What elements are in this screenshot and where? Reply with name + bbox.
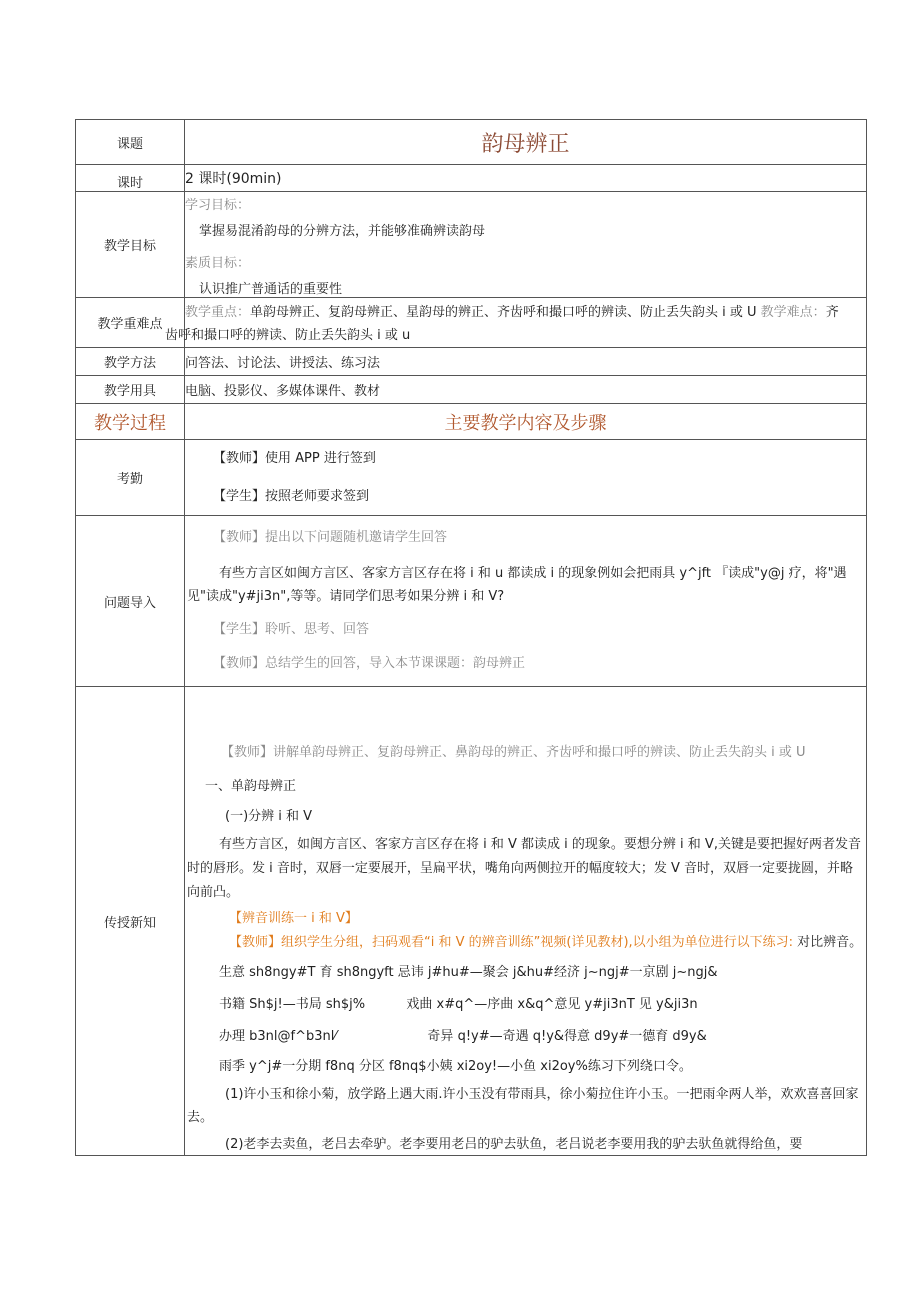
- difficulty-text-cont: 齿呼和撮口呼的辨读、防止丢失韵头 i 或 u: [165, 327, 411, 343]
- para-1-line3: 向前凸。: [187, 885, 240, 900]
- intro-teacher-prompt: 【教师】提出以下问题随机邀请学生回答: [213, 530, 448, 545]
- key-point-heading: 教学重点：: [185, 304, 251, 320]
- tongue-twister-2: (2)老李去卖鱼，老吕去牵驴。老李要用老吕的驴去驮鱼，老吕说老李要用我的驴去驮鱼就得给鱼，要: [225, 1137, 803, 1152]
- topic-label: 课题: [76, 120, 185, 165]
- tools-value: 电脑、投影仪、多媒体课件、教材: [185, 376, 867, 404]
- intro-para-line2: 见"读成"y#ji3n",等等。请同学们思考如果分辨 i 和 V?: [187, 589, 505, 604]
- row-process-header: [76, 404, 867, 440]
- teach-label: 传授新知: [76, 687, 185, 1156]
- teach-teacher-intro: 【教师】讲解单韵母辨正、复韵母辨正、鼻韵母的辨正、齐齿呼和撮口呼的辨读、防止丢失韵头 i 或 U: [221, 745, 806, 760]
- intro-cell: [185, 516, 867, 687]
- goals-label: 教学目标: [76, 192, 185, 298]
- row-hours: [76, 165, 867, 192]
- word-pairs-line1: 生意 sh8ngy#T 育 sh8ngyft 忌讳 j#hu#—聚会 j&hu#经济 j~ngj#一京剧 j~ngj&: [219, 965, 718, 980]
- lesson-plan-table: [75, 119, 867, 1156]
- attendance-student: 【学生】按照老师要求签到: [213, 488, 370, 504]
- word-pairs-line4: 雨季 y^j#一分期 f8nq 分区 f8nq$小姨 xi2oy!—小鱼 xi2oy%练习下列绕口令。: [219, 1059, 692, 1074]
- row-keys: [76, 298, 867, 348]
- row-attendance: [76, 440, 867, 516]
- difficulty-heading: 教学难点：: [756, 304, 826, 320]
- intro-label: 问题导入: [76, 516, 185, 687]
- drill-instruction-tail: 对比辨音。: [793, 935, 863, 950]
- row-topic: [76, 120, 867, 165]
- process-heading: 教学过程: [76, 404, 185, 440]
- hours-label: 课时: [76, 165, 185, 192]
- tongue-twister-1-line2: 去。: [187, 1110, 214, 1125]
- tools-label: 教学用具: [76, 376, 185, 404]
- subsection-heading-1: (一)分辨 i 和 V: [225, 809, 313, 824]
- attendance-teacher: 【教师】使用 APP 进行签到: [213, 450, 376, 466]
- goals-cell: [185, 192, 867, 298]
- method-value: 问答法、讨论法、讲授法、练习法: [185, 348, 867, 376]
- row-tools: [76, 376, 867, 404]
- teach-cell: [185, 687, 867, 1156]
- word-pairs-line3: 办理 b3nl@f^b3nl⁄ 奇异 q!y#—奇遇 q!y&得意 d9y#一德育 d9y&: [219, 1029, 707, 1044]
- intro-para-line1: 有些方言区如闽方言区、客家方言区存在将 i 和 u 都读成 i 的现象例如会把雨具 y^jft 『读成"y@j 疗，将"遇: [219, 566, 847, 581]
- tongue-twister-1-line1: (1)许小玉和徐小菊，放学路上遇大雨.许小玉没有带雨具，徐小菊拉住许小玉。一把雨伞两人举，欢欢喜喜回家: [225, 1087, 859, 1102]
- word-pairs-line2: 书籍 Sh$j!—书局 sh$j% 戏曲 x#q^—序曲 x&q^意见 y#ji3nT 见 y&ji3n: [219, 997, 698, 1012]
- attendance-cell: [185, 440, 867, 516]
- row-method: [76, 348, 867, 376]
- quality-goal-heading: 素质目标：: [185, 256, 251, 271]
- drill-instruction: [185, 933, 866, 961]
- drill-instruction-text: 【教师】组织学生分组，扫码观看“i 和 V 的辨音训练”视频(详见教材),以小组为单位进行以下练习:: [229, 935, 794, 950]
- lesson-title: 韵母辨正: [185, 120, 867, 165]
- section-heading-1: 一、单韵母辨正: [205, 779, 297, 794]
- para-1-line1: 有些方言区，如闽方言区、客家方言区存在将 i 和 V 都读成 i 的现象。要想分辨 i 和 V,关键是要把握好两者发音: [219, 837, 861, 852]
- key-point-text: 单韵母辨正、复韵母辨正、星韵母的辨正、齐齿呼和撮口呼的辨读、防止丢失韵头 i 或 U: [250, 304, 757, 320]
- intro-student: 【学生】聆听、思考、回答: [213, 622, 370, 637]
- quality-goal-text: 认识推广普通话的重要性: [199, 282, 343, 296]
- row-teach: [76, 687, 867, 1156]
- difficulty-text-start: 齐: [825, 304, 839, 320]
- intro-teacher-summary: 【教师】总结学生的回答，导入本节课课题：韵母辨正: [213, 656, 526, 671]
- keys-label: 教学重难点: [76, 298, 185, 348]
- content-heading: 主要教学内容及步骤: [185, 404, 867, 440]
- learn-goal-text: 掌握易混淆韵母的分辨方法，并能够准确辨读韵母: [199, 224, 486, 239]
- learn-goal-heading: 学习目标：: [185, 198, 251, 213]
- method-label: 教学方法: [76, 348, 185, 376]
- keys-cell: [165, 298, 867, 348]
- para-1-line2: 时的唇形。发 i 音时，双唇一定要展开，呈扁平状，嘴角向两侧拉开的幅度较大；发 V 音时，双唇一定要拢圆，并略: [187, 861, 854, 876]
- drill-heading: 【辨音训练一 i 和 V】: [229, 911, 358, 926]
- attendance-label: 考勤: [76, 440, 185, 516]
- hours-value: 2 课时(90min): [185, 165, 867, 192]
- row-goals: [76, 192, 867, 298]
- row-intro: [76, 516, 867, 687]
